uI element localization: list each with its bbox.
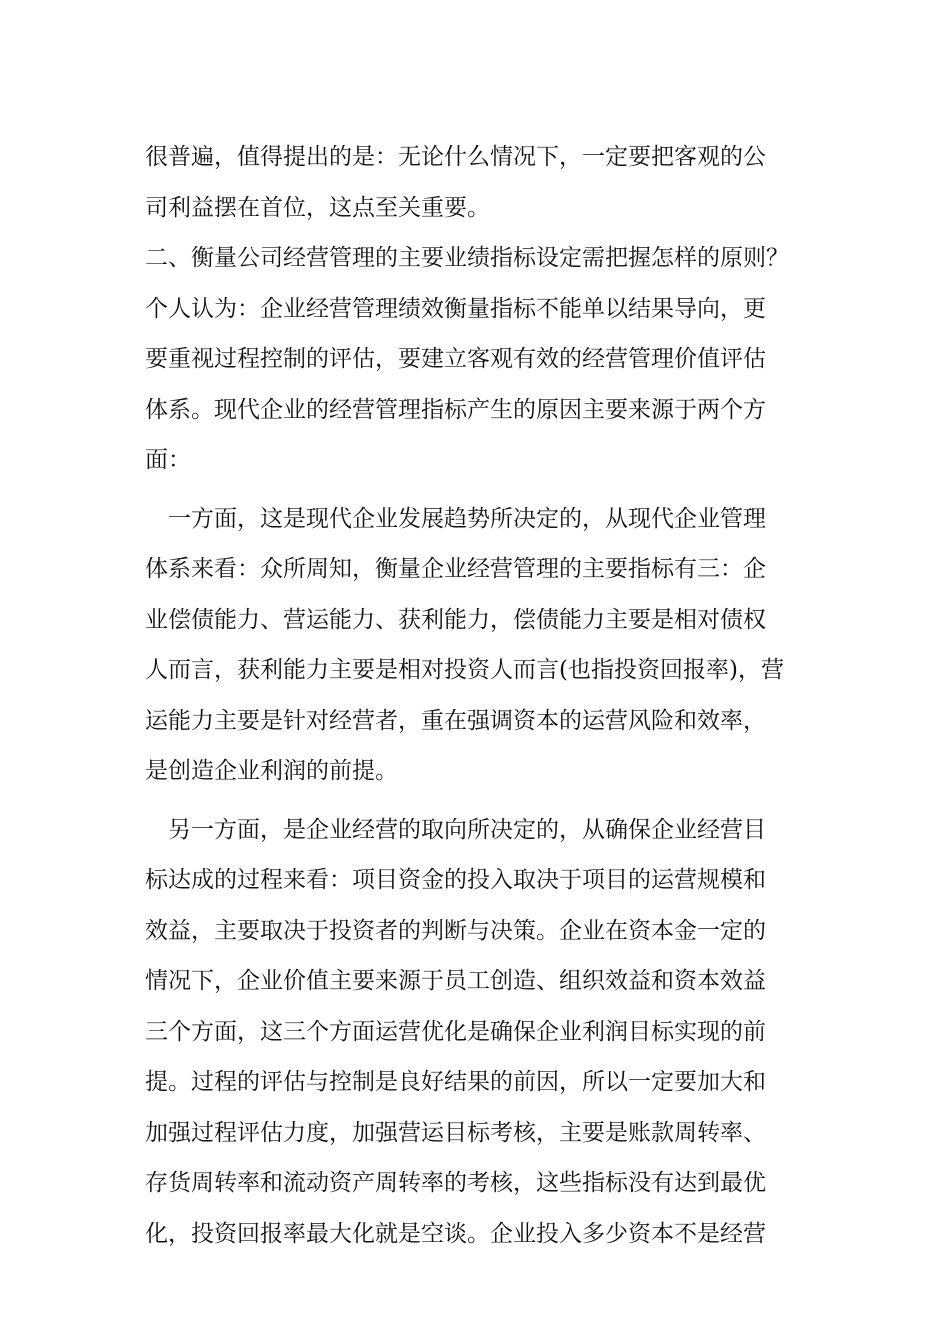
text-line: 加强过程评估力度，加强营运目标考核，主要是账款周转率、 — [145, 1119, 766, 1146]
section-heading: 二、衡量公司经营管理的主要业绩指标设定需把握怎样的原则？ — [145, 245, 789, 271]
document-body — [145, 132, 815, 1259]
text-line: 个人认为：企业经营管理绩效衡量指标不能单以结果导向，更 — [145, 295, 766, 322]
text-line: 一方面，这是现代企业发展趋势所决定的，从现代企业管理 — [145, 505, 766, 532]
paragraph-gap — [145, 486, 815, 494]
text-line: 提。过程的评估与控制是良好结果的前因，所以一定要加大和 — [145, 1069, 766, 1095]
text-line: 效益，主要取决于投资者的判断与决策。企业在资本金一定的 — [145, 917, 766, 944]
text-line: 很普遍，值得提出的是：无论什么情况下，一定要把客观的公 — [145, 144, 766, 170]
text-line: 情况下，企业价值主要来源于员工创造、组织效益和资本效益 — [145, 968, 766, 994]
text-line: 体系。现代企业的经营管理指标产生的原因主要来源于两个方 — [145, 396, 766, 423]
paragraph-gap — [145, 797, 815, 805]
text-line: 运能力主要是针对经营者，重在强调资本的运营风险和效率， — [145, 707, 766, 734]
text-line: 司利益摆在首位，这点至关重要。 — [145, 194, 490, 221]
text-line: 三个方面，这三个方面运营优化是确保企业利润目标实现的前 — [145, 1018, 766, 1045]
text-line: 标达成的过程来看：项目资金的投入取决于项目的运营规模和 — [145, 867, 766, 893]
text-line: 体系来看：众所周知，衡量企业经营管理的主要指标有三：企 — [145, 556, 766, 582]
text-line: 另一方面，是企业经营的取向所决定的，从确保企业经营目 — [145, 816, 766, 843]
text-line: 化，投资回报率最大化就是空谈。企业投入多少资本不是经营 — [145, 1220, 766, 1247]
text-line: 是创造企业利润的前提。 — [145, 758, 398, 784]
text-line: 存货周转率和流动资产周转率的考核，这些指标没有达到最优 — [145, 1170, 766, 1196]
text-line: 业偿债能力、营运能力、获利能力，偿债能力主要是相对债权 — [145, 606, 766, 633]
text-line: 要重视过程控制的评估，要建立客观有效的经营管理价值评估 — [145, 346, 766, 372]
text-line: 面： — [145, 447, 191, 473]
text-line: 人而言，获利能力主要是相对投资人而言(也指投资回报率)，营 — [145, 657, 784, 683]
